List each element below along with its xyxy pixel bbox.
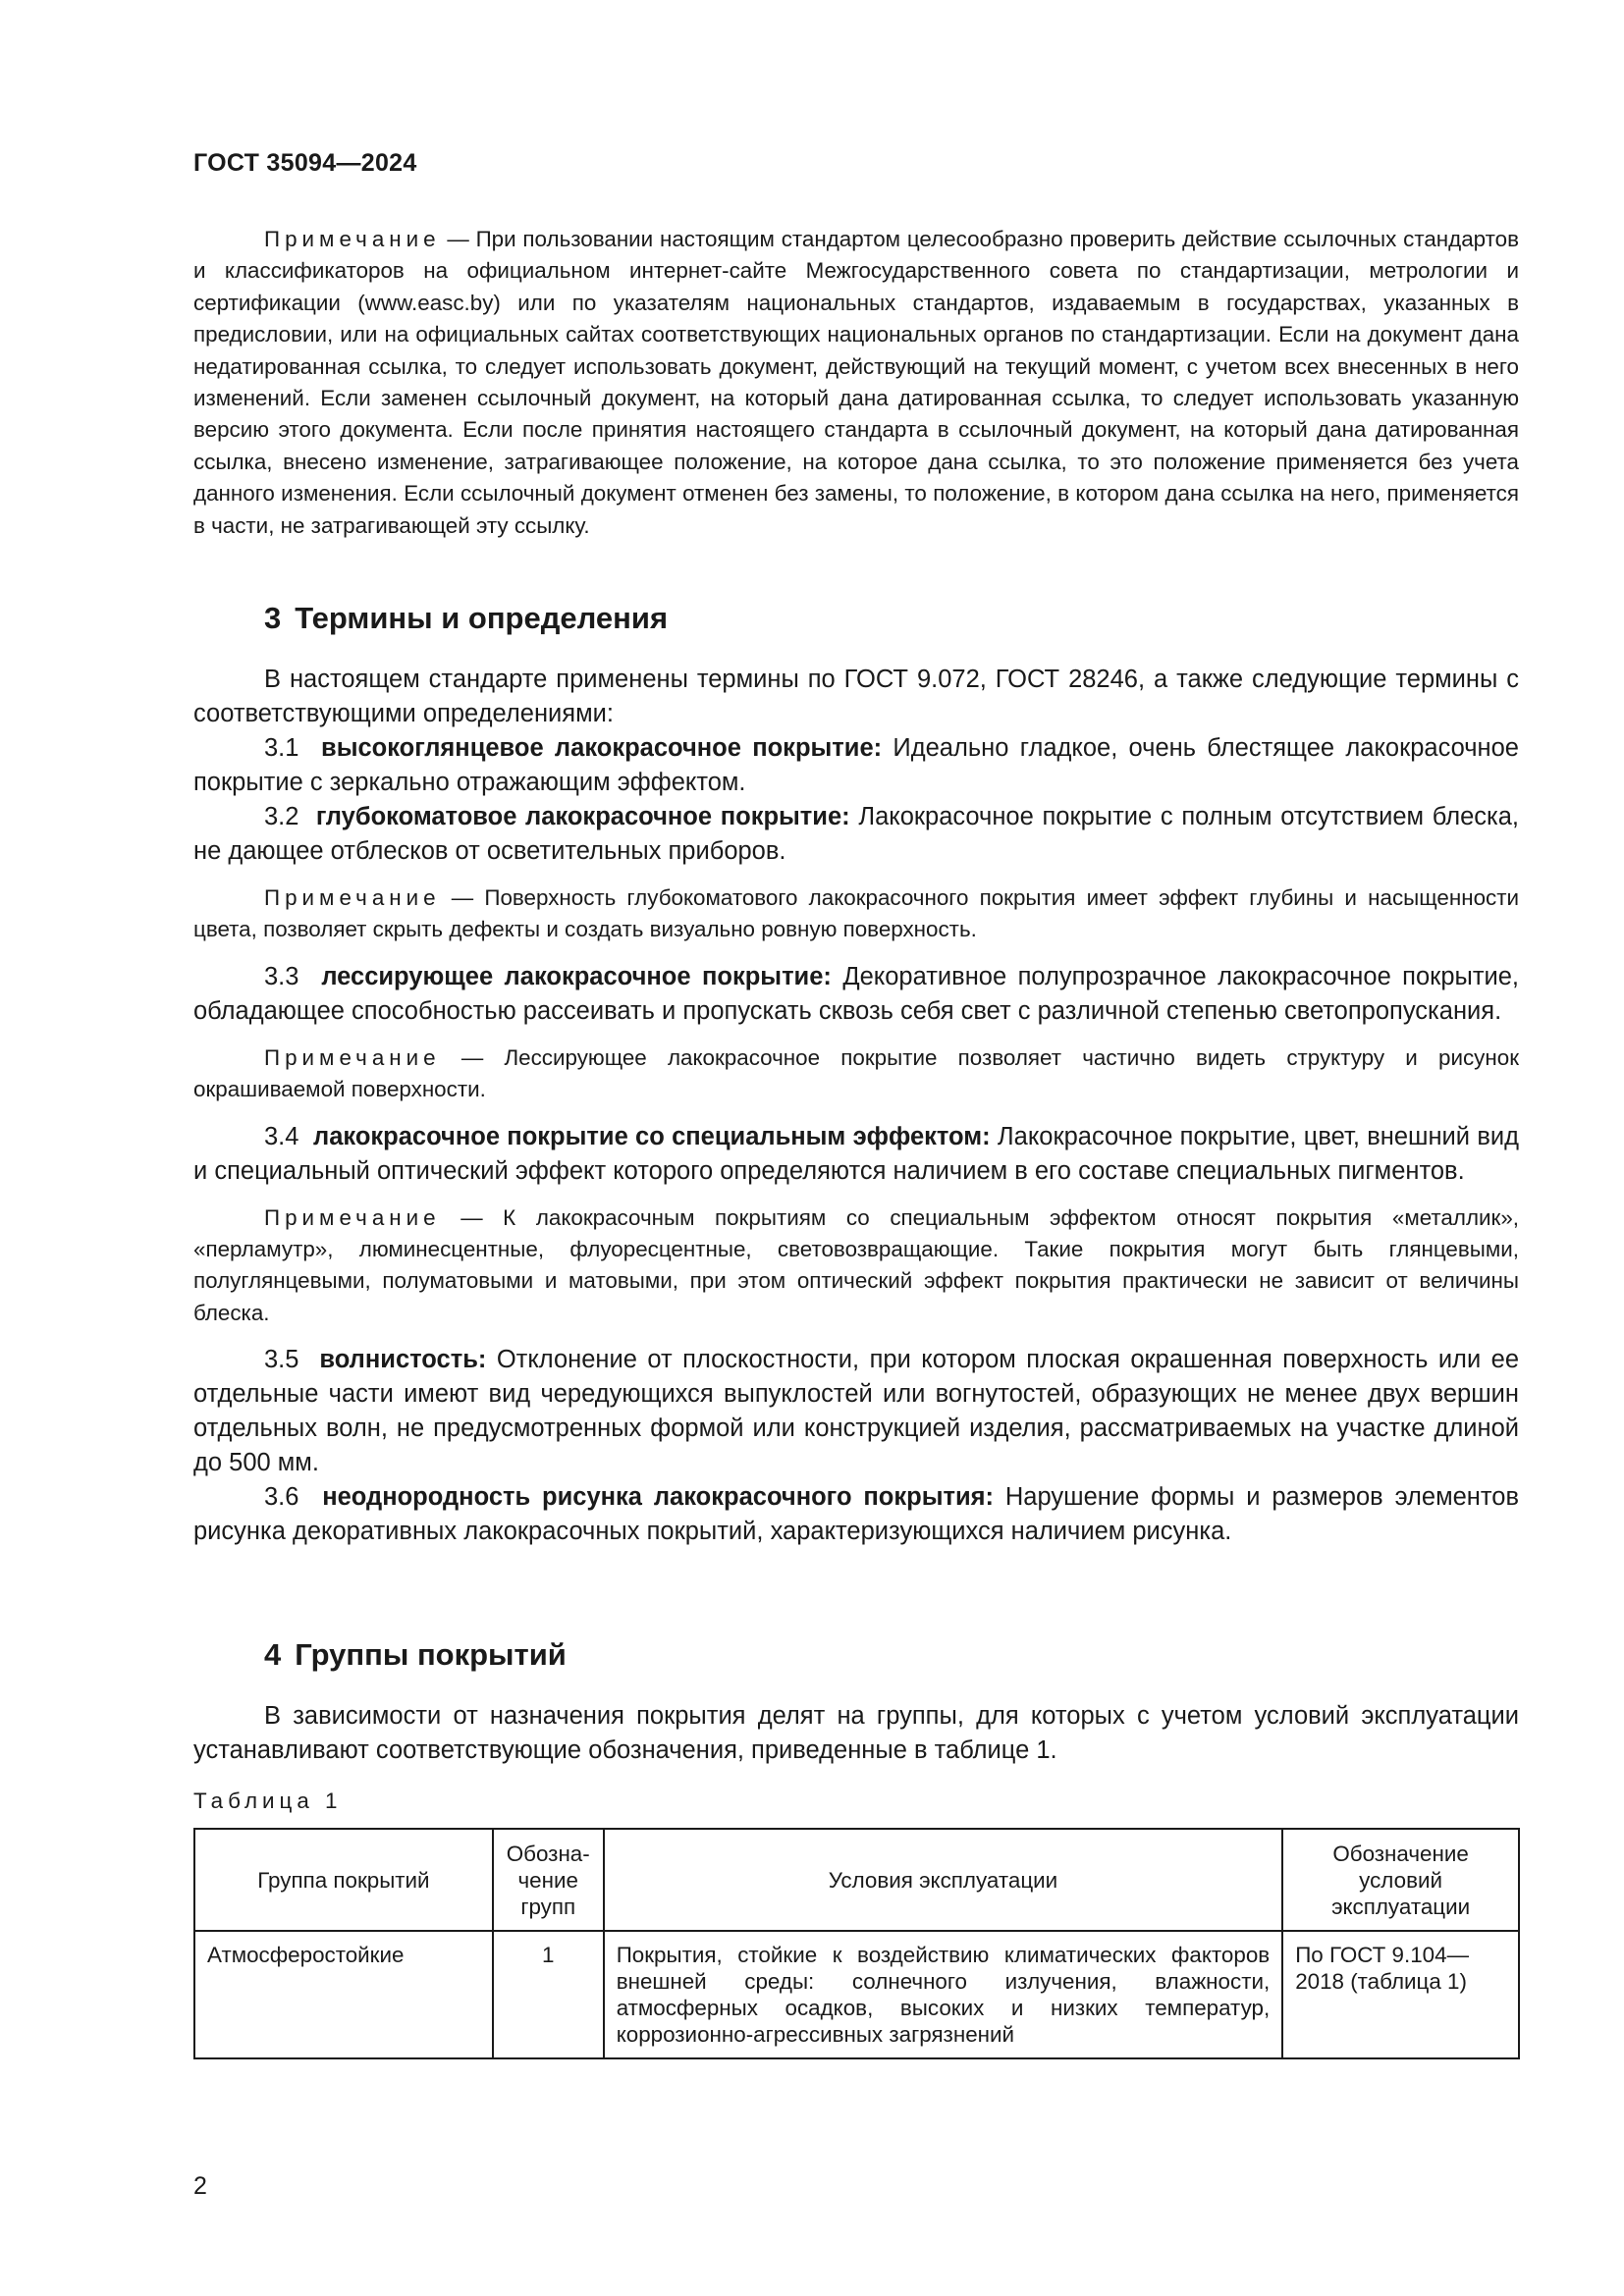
document-code: ГОСТ 35094—2024 [193,149,417,177]
term-3-6: 3.6 неоднородность рисунка лакокрасочного покрытия: Нарушение формы и размеров элементов рисунка декоративных лакокрасочных покрытий, характеризующихся наличием рисунка. [193,1483,1520,1546]
section-4-intro: В зависимости от назначения покрытия делят на группы, для которых с учетом условий эксплуатации устанавливают соответствующие обозначения, приведенные в таблице 1. [193,1702,1519,1764]
page-number: 2 [193,2172,207,2200]
table-1 [193,1828,1520,2059]
table-header-cell: Группа покрытий [194,1829,493,1931]
table-header-row [194,1829,1519,1931]
section-4-heading: 4 Группы покрытий [264,1637,567,1672]
table-header-cell: Обозначение условий эксплуатации [1282,1829,1519,1931]
section-3-heading: 3 Термины и определения [264,601,669,635]
section-4-body [193,1699,1519,1768]
section-3-body [193,663,1519,1549]
term-3-5: 3.5 волнистость: Отклонение от плоскостности, при котором плоская окрашенная поверхность или ее отдельные части имеют вид чередующихся выпуклостей или вогнутостей, образующих не менее двух вершин отдельных волн, не предусмотренных формой или конструкцией изделия, рассматриваемых на участке длиной до 500 мм. [193,1346,1520,1477]
table-cell: Атмосферостойкие [194,1931,493,2058]
table-row [194,1931,1519,2058]
table-header-cell: Обозна- чение групп [493,1829,604,1931]
term-3-3: 3.3 лессирующее лакокрасочное покрытие: Декоративное полупрозрачное лакокрасочное покрытие, обладающее способностью рассеивать и пропускать сквозь себя свет с различной степенью светопропускания. [193,962,1520,1025]
note-text: — При пользовании настоящим стандартом целесообразно проверить действие ссылочных стандартов и классификаторов на официальном интернет-сайте Межгосударственного совета по стандартизации, метрологии и сертификации (www.easc.by) или по указателям национальных стандартов, издаваемым в государствах, указанных в предисловии, или на официальных сайтах соответствующих национальных органов по стандартизации. Если на документ дана недатированная ссылка, то следует использовать документ, действующий на текущий момент, с учетом всех внесенных в него изменений. Если заменен ссылочный документ, на который дана датированная ссылка, то следует использовать указанную версию этого документа. Если после принятия настоящего стандарта в ссылочный документ, на который дана датированная ссылка, внесено изменение, затрагивающее положение, на которое дана ссылка, то это положение применяется без учета данного изменения. Если ссылочный документ отменен без замены, то положение, в котором дана ссылка на него, применяется в части, не затрагивающей эту ссылку. [193,227,1519,538]
note-label: Примечание [264,227,441,251]
section-3-intro: В настоящем стандарте применены термины по ГОСТ 9.072, ГОСТ 28246, а также следующие термины с соответствующими определениями: [193,666,1519,727]
table-cell: 1 [493,1931,604,2058]
term-3-1: 3.1 высокоглянцевое лакокрасочное покрытие: Идеально гладкое, очень блестящее лакокрасочное покрытие с зеркально отражающим эффектом. [193,734,1519,796]
note-3-3: Примечание — Лессирующее лакокрасочное покрытие позволяет частично видеть структуру и рисунок окрашиваемой поверхности. [193,1044,1519,1102]
note-references [193,224,1519,542]
table-1-caption: Таблица 1 [193,1789,343,1813]
table-header-cell: Условия эксплуатации [604,1829,1283,1931]
term-3-4: 3.4 лакокрасочное покрытие со специальным эффектом: Лакокрасочное покрытие, цвет, внешний вид и специальный оптический эффект которого определяются наличием в его составе специальных пигментов. [193,1122,1520,1185]
term-3-2: 3.2 глубокоматовое лакокрасочное покрытие: Лакокрасочное покрытие с полным отсутствием блеска, не дающее отблесков от осветительных приборов. [193,803,1520,865]
note-3-4: Примечание — К лакокрасочным покрытиям со специальным эффектом относят покрытия «металлик», «перламутр», люминесцентные, флуоресцентные, световозвращающие. Такие покрытия могут быть глянцевыми, полуглянцевыми, полуматовыми и матовыми, при этом оптический эффект покрытия практически не зависит от величины блеска. [193,1204,1519,1325]
table-cell: По ГОСТ 9.104—2018 (таблица 1) [1282,1931,1519,2058]
table-cell: Покрытия, стойкие к воздействию климатических факторов внешней среды: солнечного излучения, влажности, атмосферных осадков, высоких и низких температур, коррозионно-агрессивных загрязнений [604,1931,1283,2058]
note-3-2: Примечание — Поверхность глубокоматового лакокрасочного покрытия имеет эффект глубины и насыщенности цвета, позволяет скрыть дефекты и создать визуально ровную поверхность. [193,885,1519,942]
